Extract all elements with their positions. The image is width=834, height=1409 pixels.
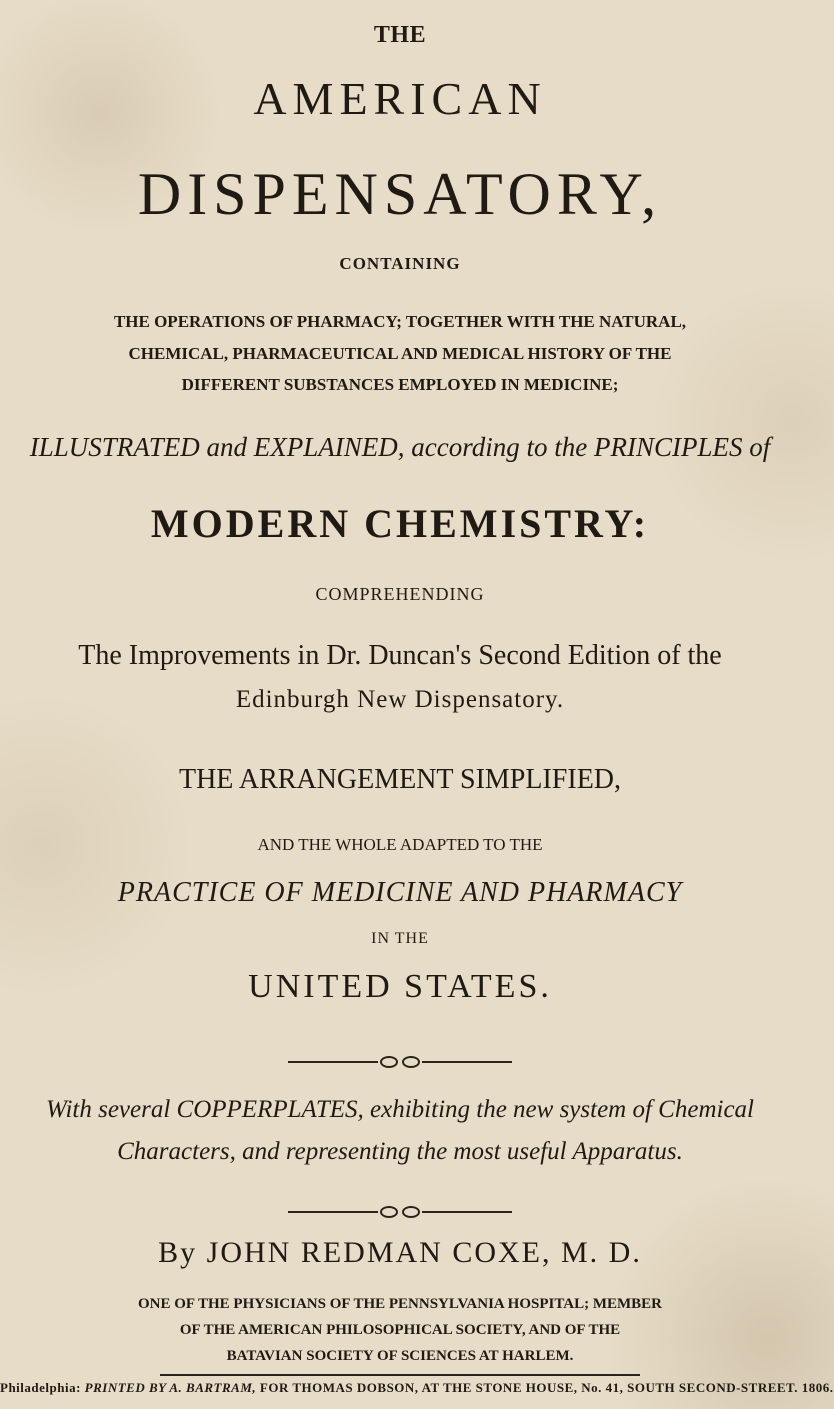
text-comprehending: COMPREHENDING [315,584,485,604]
divider-rule [160,1374,640,1376]
text-copperplates-line2: Characters, and representing the most useful Apparatus. [117,1138,683,1165]
text-improvements-line1: The Improvements in Dr. Duncan's Second Edition of the [78,640,722,671]
heading-dispensatory: DISPENSATORY, [137,161,663,227]
text-operations-line1: THE OPERATIONS OF PHARMACY; TOGETHER WITH THE NATURAL, [113,312,687,331]
text-publisher-line1: FOR THOMAS DOBSON, AT THE STONE HOUSE, No. 41, [259,1380,624,1395]
text-illustrated: ILLUSTRATED and EXPLAINED, according to the PRINCIPLES of [29,432,771,462]
text-improvements-line2: Edinburgh New Dispensatory. [235,686,565,713]
text-credentials-line3: BATAVIAN SOCIETY OF SCIENCES AT HARLEM. [226,1348,574,1364]
heading-united-states: UNITED STATES. [248,968,552,1005]
text-credentials-line2: OF THE AMERICAN PHILOSOPHICAL SOCIETY, AND OF THE [179,1322,621,1338]
text-operations-line3: DIFFERENT SUBSTANCES EMPLOYED IN MEDICINE; [181,375,619,394]
heading-the: THE [373,22,427,48]
text-place: Philadelphia: [0,1380,81,1395]
text-operations-line2: CHEMICAL, PHARMACEUTICAL AND MEDICAL HISTORY OF THE [128,344,672,363]
text-copperplates-line1: With several COPPERPLATES, exhibiting the new system of Chemical [46,1096,754,1123]
text-containing: CONTAINING [339,254,461,273]
imprint-block [0,1380,834,1396]
text-year: 1806. [801,1380,834,1395]
heading-american: AMERICAN [253,73,547,124]
text-credentials-line1: ONE OF THE PHYSICIANS OF THE PENNSYLVANIA HOSPITAL; MEMBER [138,1296,662,1312]
text-author: By JOHN REDMAN COXE, M. D. [158,1236,642,1269]
text-whole-adapted: AND THE WHOLE ADAPTED TO THE [257,835,543,854]
heading-modern-chemistry: MODERN CHEMISTRY: [150,501,650,546]
text-arrangement: THE ARRANGEMENT SIMPLIFIED, [178,764,622,795]
text-printer: PRINTED BY A. BARTRAM, [84,1380,257,1395]
divider-ornament [0,1056,800,1068]
text-practice: PRACTICE OF MEDICINE AND PHARMACY [117,877,683,908]
divider-ornament [0,1206,800,1218]
text-in-the: IN THE [371,930,429,947]
text-publisher-line2: SOUTH SECOND-STREET. [627,1380,799,1395]
